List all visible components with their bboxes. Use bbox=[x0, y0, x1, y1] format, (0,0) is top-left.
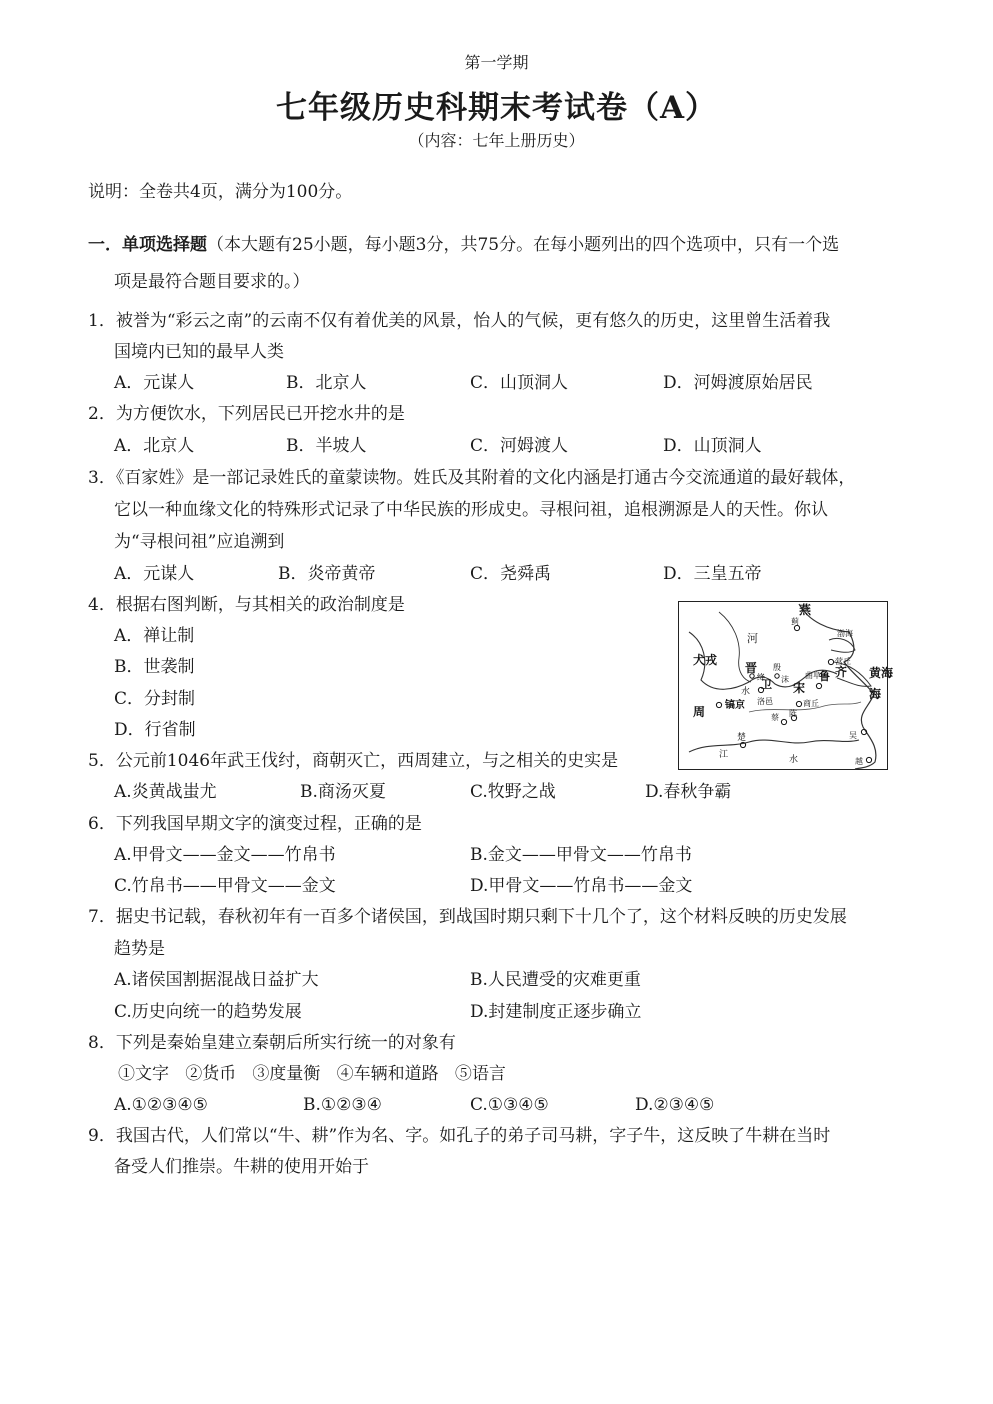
map-label-shangqiu: 商丘 bbox=[803, 699, 819, 708]
section-header bbox=[88, 234, 839, 256]
q3-option-c: C．尧舜禹 bbox=[470, 564, 552, 584]
q3-option-b: B．炎帝黄帝 bbox=[278, 564, 376, 584]
map-label-lu: 鲁 bbox=[819, 670, 830, 683]
map-label-quanrong: 犬戎 bbox=[693, 653, 718, 667]
map-label-qi: 齐 bbox=[835, 665, 848, 679]
q8-stem-line1: 8．下列是秦始皇建立秦朝后所实行统一的对象有 bbox=[88, 1033, 456, 1053]
map-label-yan: 燕 bbox=[799, 603, 812, 617]
q1-option-c: C．山顶洞人 bbox=[470, 373, 569, 393]
q1-option-d: D．河姆渡原始居民 bbox=[663, 373, 813, 393]
q3-option-d: D．三皇五帝 bbox=[663, 564, 762, 584]
q1-option-a: A．元谋人 bbox=[114, 373, 195, 393]
map-label-wei: 卫 bbox=[761, 678, 772, 691]
q7-stem-line1: 7．据史书记载，春秋初年有一百多个诸侯国，到战国时期只剩下十几个了，这个材料反映的历史发展 bbox=[88, 907, 847, 927]
q7-option-d: D.封建制度正逐步确立 bbox=[470, 1002, 642, 1022]
q6-stem-line1: 6．下列我国早期文字的演变过程，正确的是 bbox=[88, 814, 422, 834]
q1-option-b: B．北京人 bbox=[286, 373, 367, 393]
q8-items: ①文字 ②货币 ③度量衡 ④车辆和道路 ⑤语言 bbox=[118, 1064, 506, 1084]
map-label-huanghai: 黄海 bbox=[869, 666, 894, 680]
exam-note: 说明：全卷共4页，满分为100分。 bbox=[88, 182, 353, 202]
map-label-haojing: 镐京 bbox=[725, 700, 745, 711]
q3-stem-line1: 3．《百家姓》是一部记录姓氏的童蒙读物。姓氏及其附着的文化内涵是打通古今交流通道的最好载体， bbox=[88, 468, 856, 488]
map-label-zhou: 周 bbox=[693, 705, 706, 719]
q6-option-a: A.甲骨文——金文——竹帛书 bbox=[114, 845, 336, 865]
q4-stem-line1: 4．根据右图判断，与其相关的政治制度是 bbox=[88, 595, 405, 615]
q3-stem-line3: 为“寻根问祖”应追溯到 bbox=[114, 532, 285, 552]
map-label-qufu: 曲阜 bbox=[805, 671, 821, 680]
q4-option-d: D．行省制 bbox=[114, 720, 196, 740]
map-label-shui2: 水 bbox=[789, 755, 799, 765]
semester-label: 第一学期 bbox=[464, 53, 529, 72]
section-label: 一．单项选择题 bbox=[88, 235, 207, 255]
western-zhou-fief-map bbox=[678, 601, 894, 770]
map-label-yin: 殷 bbox=[773, 663, 781, 672]
map-label-song: 宋 bbox=[793, 681, 806, 695]
map-label-luoyi: 洛邑 bbox=[757, 697, 773, 706]
map-label-cai: 蔡 bbox=[771, 713, 779, 722]
q6-option-c: C.竹帛书——甲骨文——金文 bbox=[114, 876, 336, 896]
q9-stem-line1: 9．我国古代，人们常以“牛、耕”作为名、字。如孔子的弟子司马耕，字子牛，这反映了牛耕在当时 bbox=[88, 1126, 831, 1146]
q7-stem-line2: 趋势是 bbox=[114, 939, 165, 959]
exam-title: 七年级历史科期末考试卷（A） bbox=[275, 90, 718, 126]
q8-option-d: D.②③④⑤ bbox=[635, 1095, 715, 1115]
exam-subtitle: （内容：七年上册历史） bbox=[408, 131, 585, 150]
map-label-he: 河 bbox=[747, 632, 758, 645]
map-label-yingqiu: 营丘 bbox=[835, 657, 851, 666]
map-label-yue: 越 bbox=[855, 757, 863, 766]
q8-option-c: C.①③④⑤ bbox=[470, 1095, 549, 1115]
q4-option-a: A．禅让制 bbox=[114, 626, 195, 646]
q7-option-c: C.历史向统一的趋势发展 bbox=[114, 1002, 302, 1022]
q2-option-b: B．半坡人 bbox=[286, 436, 367, 456]
q2-option-c: C．河姆渡人 bbox=[470, 436, 569, 456]
q6-option-b: B.金文——甲骨文——竹帛书 bbox=[470, 845, 692, 865]
map-label-chen: 陈 bbox=[789, 709, 797, 718]
q3-stem-line2: 它以一种血缘文化的特殊形式记录了中华民族的形成史。寻根问祖，追根溯源是人的天性。你认 bbox=[114, 500, 828, 520]
q7-option-b: B.人民遭受的灾难更重 bbox=[470, 970, 641, 990]
map-label-wu: 吴 bbox=[849, 731, 857, 740]
section-desc-line2: 项是最符合题目要求的。） bbox=[114, 272, 310, 292]
q5-stem-line1: 5．公元前1046年武王伐纣，商朝灭亡，西周建立，与之相关的史实是 bbox=[88, 751, 619, 771]
map-label-mo: 沫 bbox=[781, 675, 789, 684]
q8-option-b: B.①②③④ bbox=[303, 1095, 382, 1115]
q4-option-b: B．世袭制 bbox=[114, 657, 195, 677]
map-label-bohai: 渤海 bbox=[837, 629, 853, 638]
q7-option-a: A.诸侯国割据混战日益扩大 bbox=[114, 970, 319, 990]
q8-option-a: A.①②③④⑤ bbox=[114, 1095, 208, 1115]
section-desc-line1: （本大题有25小题，每小题3分，共75分。在每小题列出的四个选项中，只有一个选 bbox=[207, 235, 840, 255]
q9-stem-line2: 备受人们推崇。牛耕的使用开始于 bbox=[114, 1157, 369, 1177]
q5-option-c: C.牧野之战 bbox=[470, 782, 556, 802]
q5-option-b: B.商汤灭夏 bbox=[300, 782, 386, 802]
map-label-ji: 蓟 bbox=[791, 617, 799, 626]
q2-stem-line1: 2．为方便饮水，下列居民已开挖水井的是 bbox=[88, 404, 405, 424]
q3-option-a: A．元谋人 bbox=[114, 564, 195, 584]
map-label-hai: 海 bbox=[869, 687, 882, 701]
map-label-jin: 晋 bbox=[745, 661, 758, 675]
map-label-shui: 水 bbox=[741, 687, 751, 697]
q1-stem-line2: 国境内已知的最早人类 bbox=[114, 342, 284, 362]
map-label-chu: 楚 bbox=[737, 733, 747, 743]
q2-option-a: A．北京人 bbox=[114, 436, 195, 456]
q5-option-d: D.春秋争霸 bbox=[645, 782, 732, 802]
q6-option-d: D.甲骨文——竹帛书——金文 bbox=[470, 876, 693, 896]
q5-option-a: A.炎黄战蚩尤 bbox=[114, 782, 217, 802]
map-svg bbox=[679, 602, 894, 769]
q1-stem-line1: 1．被誉为“彩云之南”的云南不仅有着优美的风景，怡人的气候，更有悠久的历史，这里曾生活着我 bbox=[88, 311, 831, 331]
map-label-jiang: 江 bbox=[719, 750, 729, 760]
q4-option-c: C．分封制 bbox=[114, 689, 196, 709]
q2-option-d: D．山顶洞人 bbox=[663, 436, 762, 456]
map-label-jiang-city: 绛 bbox=[757, 673, 765, 682]
